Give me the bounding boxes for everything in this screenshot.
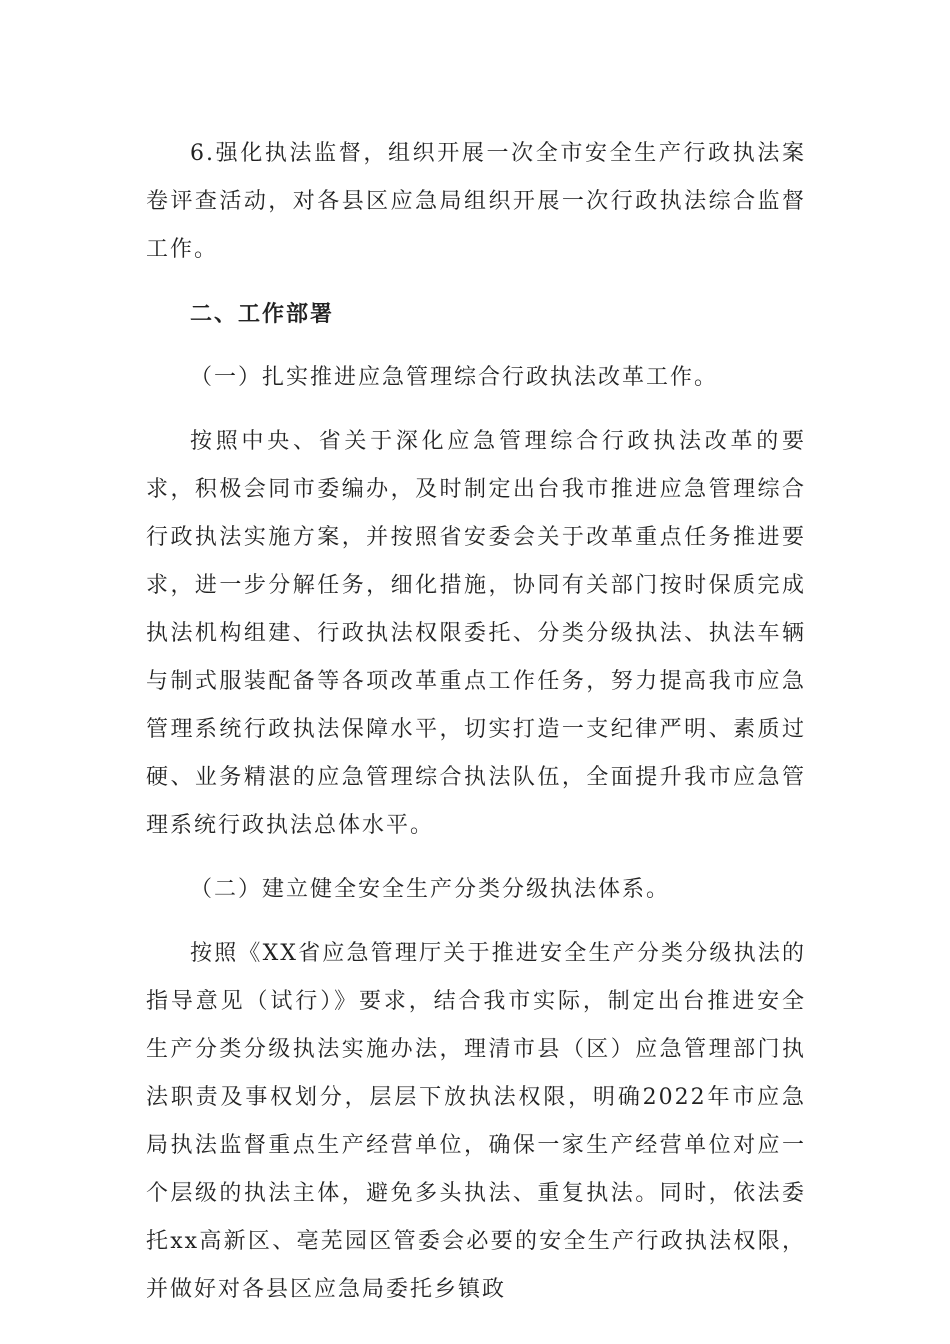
paragraph-reform: 按照中央、省关于深化应急管理综合行政执法改革的要求，积极会同市委编办，及时制定出台我市推进应急管理综合行政执法实施方案，并按照省安委会关于改革重点任务推进要求，进一步分解任务，细化措施，协同有关部门按时保质完成执法机构组建、行政执法权限委托、分类分级执法、执法车辆与制式服装配备等各项改革重点工作任务，努力提高我市应急管理系统行政执法保障水平，切实打造一支纪律严明、素质过硬、业务精湛的应急管理综合执法队伍，全面提升我市应急管理系统行政执法总体水平。: [146, 429, 806, 838]
paragraph-classification: 按照《XX省应急管理厅关于推进安全生产分类分级执法的指导意见（试行）》要求，结合我市实际，制定出台推进安全生产分类分级执法实施办法，理清市县（区）应急管理部门执法职责及事权划分，层层下放执法权限，明确2022年市应急局执法监督重点生产经营单位，确保一家生产经营单位对应一个层级的执法主体，避免多头执法、重复执法。同时，依法委托xx高新区、亳芜园区管委会必要的安全生产行政执法权限，并做好对各县区应急局委托乡镇政: [146, 941, 806, 1302]
paragraph-item-6: 6.强化执法监督，组织开展一次全市安全生产行政执法案卷评查活动，对各县区应急局组织开展一次行政执法综合监督工作。: [146, 141, 806, 262]
subheading-reform: （一）扎实推进应急管理综合行政执法改革工作。: [190, 365, 719, 390]
section-heading-work-deployment: 二、工作部署: [190, 301, 335, 327]
subheading-classification: （二）建立健全安全生产分类分级执法体系。: [190, 877, 671, 902]
document-body: [146, 130, 806, 1330]
